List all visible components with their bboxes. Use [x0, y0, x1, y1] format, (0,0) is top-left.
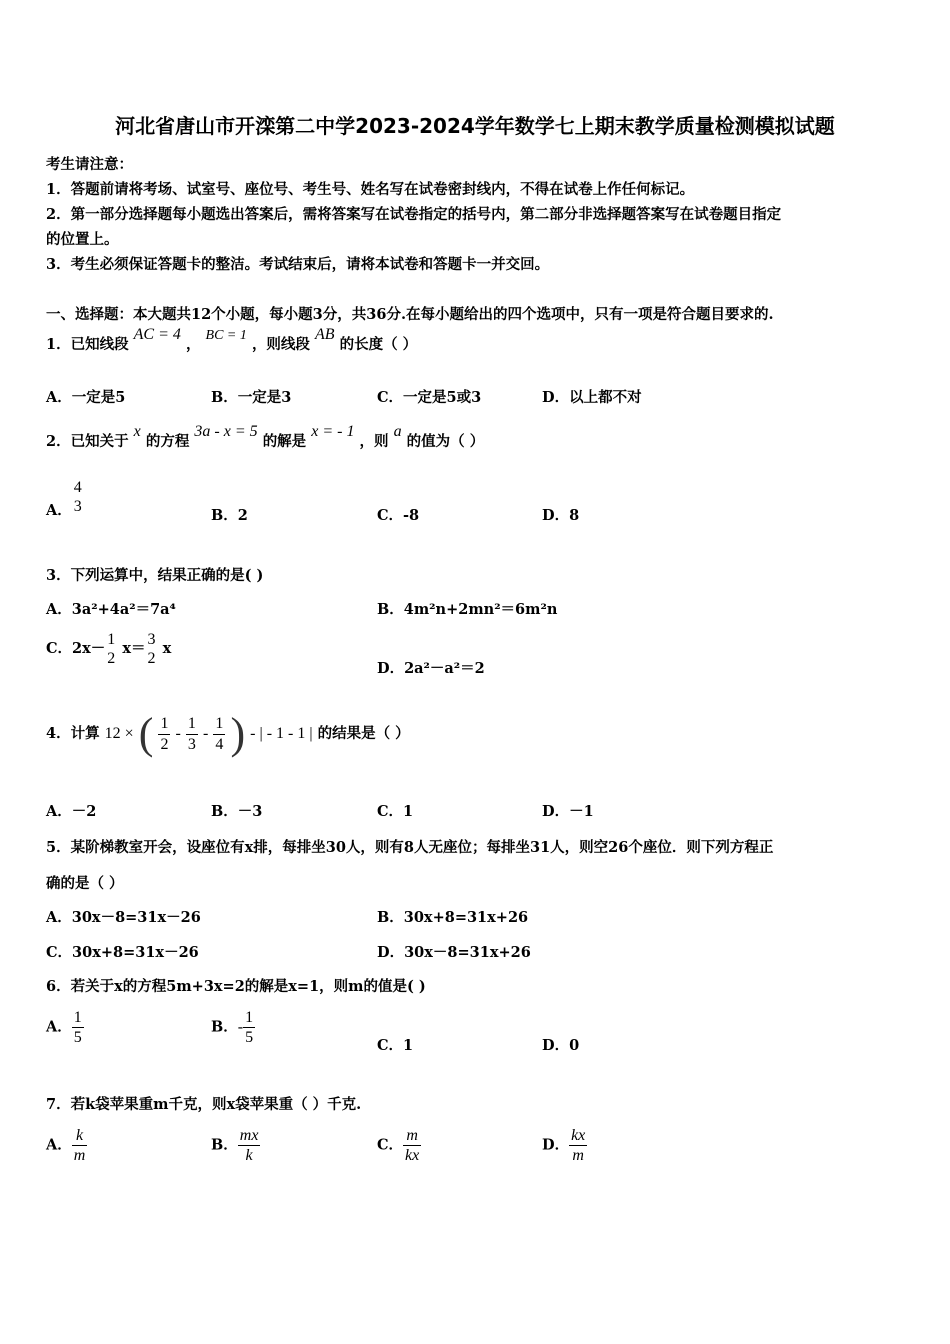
q5-option-d: D．30x－8=31x+26 [377, 944, 531, 961]
q5-option-c: C．30x+8=31x－26 [46, 944, 199, 961]
q1-prefix: 1．已知线段 [46, 336, 129, 353]
q4-minus-1: - [175, 725, 181, 742]
notice-item-2: 2．第一部分选择题每小题选出答案后，需将答案写在试卷指定的括号内，第二部分非选择题答案写在试卷题目指定 [46, 206, 782, 223]
q5-option-a: A．30x－8=31x－26 [46, 909, 201, 926]
q2-math-a: a [393, 423, 402, 440]
q1-comma: ， [185, 336, 201, 353]
q3-c-mid: x＝ [122, 640, 146, 658]
q2-mid1: 的方程 [145, 433, 190, 450]
q2-option-d: D．8 [542, 507, 580, 524]
q3-c-fraction-1 [105, 630, 117, 668]
q3-c-fraction-2 [146, 630, 158, 668]
q7-option-c [377, 1126, 421, 1165]
q6-b-label: B． [211, 1018, 238, 1036]
q7-b-fraction [238, 1126, 261, 1165]
question-7: 7．若k袋苹果重m千克，则x袋苹果重（ ）千克. [46, 1096, 362, 1113]
question-4 [46, 709, 410, 758]
q4-option-c: C．1 [377, 803, 414, 820]
q4-fraction-1 [158, 714, 170, 753]
q3-option-a: A．3a²+4a²＝7a⁴ [46, 601, 176, 618]
q7-a-num: k [75, 1127, 84, 1144]
q4-suffix: 的结果是（ ） [317, 725, 410, 742]
q6-option-c: C．1 [377, 1037, 414, 1054]
q3-c-f2-num: 3 [147, 631, 156, 648]
q7-d-label: D． [542, 1136, 570, 1154]
q1-math-ab: AB [315, 326, 335, 343]
q1-option-b: B．一定是3 [211, 389, 292, 406]
q6-a-den: 5 [73, 1029, 82, 1047]
q6-option-d: D．0 [542, 1037, 580, 1054]
q6-a-label: A． [46, 1018, 72, 1036]
q7-b-label: B． [211, 1136, 238, 1154]
q4-fraction-2 [186, 714, 198, 753]
q2-option-a-fraction [72, 478, 84, 516]
q3-c-end: x [162, 640, 172, 658]
q6-option-a [46, 1008, 84, 1047]
q4-f1-den: 2 [160, 735, 169, 753]
q4-f1-num: 1 [160, 715, 169, 733]
question-5: 5．某阶梯教室开会，设座位有x排，每排坐30人，则有8人无座位；每排坐31人，则空26个座位．则下列方程正 [46, 839, 774, 856]
q4-math-lead: 12 × [104, 725, 134, 742]
q2-a-denominator: 3 [73, 498, 82, 516]
q6-b-fraction [243, 1008, 255, 1047]
q6-a-fraction [72, 1008, 84, 1047]
right-paren-icon: ) [230, 709, 246, 758]
q4-option-b: B．－3 [211, 803, 263, 820]
page-title: 河北省唐山市开滦第二中学2023-2024学年数学七上期末教学质量检测模拟试题 [115, 114, 835, 138]
q3-c-label: C．2x－ [46, 640, 106, 658]
q3-option-d: D．2a²－a²＝2 [377, 660, 485, 677]
q7-a-den: m [73, 1147, 86, 1165]
q2-math-equation: 3a - x = 5 [194, 423, 258, 440]
left-paren-icon: ( [138, 709, 154, 758]
q6-b-num: 1 [245, 1009, 254, 1026]
q6-b-den: 5 [245, 1029, 254, 1047]
q7-b-num: mx [239, 1127, 259, 1144]
q7-option-a [46, 1126, 87, 1165]
q7-d-fraction [569, 1126, 587, 1165]
q1-option-d: D．以上都不对 [542, 389, 642, 406]
q2-mid2: 的解是 [262, 433, 307, 450]
q1-suffix: 的长度（ ） [339, 336, 418, 353]
q1-option-c: C．一定是5或3 [377, 389, 482, 406]
q7-c-label: C． [377, 1136, 404, 1154]
q4-prefix: 4．计算 [46, 725, 100, 742]
question-3: 3．下列运算中，结果正确的是( ) [46, 567, 264, 584]
q5-option-b: B．30x+8=31x+26 [377, 909, 529, 926]
q2-option-a-label: A． [46, 502, 72, 520]
q3-option-c [46, 630, 171, 668]
q1-math-bc: BC = 1 [205, 328, 247, 343]
q7-option-d [542, 1126, 587, 1165]
q4-f2-den: 3 [187, 735, 196, 753]
question-6: 6．若关于x的方程5m+3x=2的解是x=1，则m的值是( ) [46, 978, 426, 995]
q6-option-b [211, 1008, 255, 1047]
question-5-cont: 确的是（ ） [46, 875, 124, 892]
q2-suffix: 的值为（ ） [406, 433, 485, 450]
q4-option-a: A．－2 [46, 803, 97, 820]
q2-math-x: x [133, 423, 141, 440]
q4-option-d: D．－1 [542, 803, 594, 820]
q3-c-f1-den: 2 [107, 650, 116, 668]
q4-minus-2: - [202, 725, 209, 742]
q3-option-b: B．4m²n+2mn²＝6m²n [377, 601, 558, 618]
q7-d-num: kx [571, 1127, 586, 1144]
q1-mid: ，则线段 [251, 336, 310, 353]
question-1 [46, 326, 418, 354]
q4-f3-den: 4 [215, 735, 224, 753]
section-heading: 一、选择题：本大题共12个小题，每小题3分，共36分.在每小题给出的四个选项中，只有一项是符合题目要求的. [46, 306, 774, 323]
q7-c-fraction [403, 1126, 421, 1165]
q6-b-sign: - [237, 1018, 244, 1036]
question-2 [46, 423, 485, 451]
q4-fraction-3 [213, 714, 225, 753]
q7-c-den: kx [405, 1147, 420, 1165]
q3-c-f2-den: 2 [147, 650, 156, 668]
q7-option-b [211, 1126, 260, 1165]
notice-heading: 考生请注意： [46, 156, 133, 173]
q7-a-label: A． [46, 1136, 72, 1154]
q2-math-solution: x = - 1 [311, 423, 355, 440]
q3-c-f1-num: 1 [107, 631, 116, 648]
q4-f3-num: 1 [215, 715, 224, 733]
q4-f2-num: 1 [187, 715, 196, 733]
q7-b-den: k [238, 1145, 261, 1165]
q2-option-b: B．2 [211, 507, 248, 524]
q2-mid3: ，则 [359, 433, 389, 450]
q1-option-a: A．一定是5 [46, 389, 126, 406]
q1-math-ac: AC = 4 [133, 326, 181, 343]
q2-a-numerator: 4 [73, 479, 82, 496]
q7-c-num: m [406, 1127, 418, 1144]
q2-option-c: C．-8 [377, 507, 420, 524]
q4-math-tail: - | - 1 - 1 | [250, 725, 313, 742]
q2-option-a [46, 478, 84, 520]
q7-a-fraction [72, 1126, 88, 1165]
q6-a-num: 1 [73, 1009, 82, 1026]
q2-prefix: 2．已知关于 [46, 433, 129, 450]
notice-item-1: 1．答题前请将考场、试室号、座位号、考生号、姓名写在试卷密封线内，不得在试卷上作任何标记。 [46, 181, 695, 198]
q7-d-den: m [569, 1145, 587, 1165]
notice-item-2-cont: 的位置上。 [46, 231, 119, 248]
notice-item-3: 3．考生必须保证答题卡的整洁。考试结束后，请将本试卷和答题卡一并交回。 [46, 256, 550, 273]
